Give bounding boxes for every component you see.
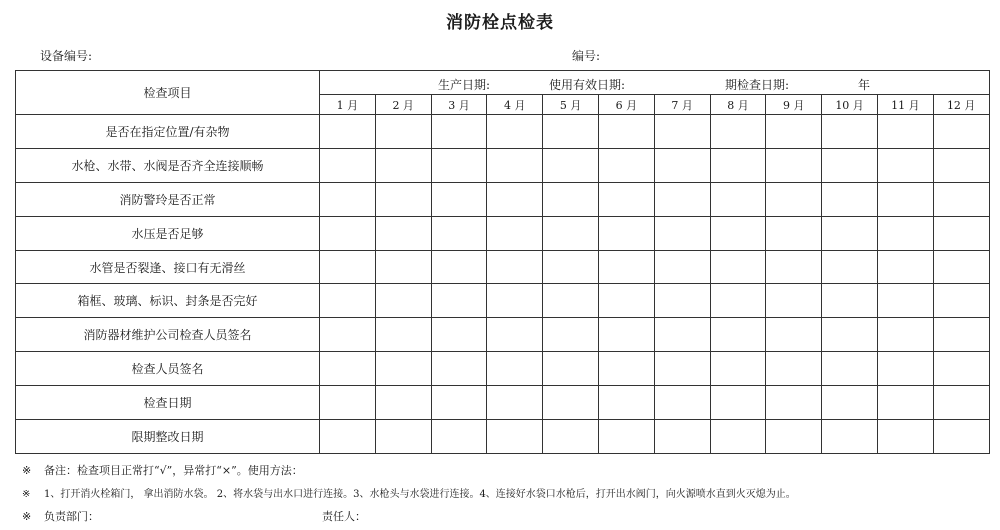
check-cell[interactable] [431,284,487,318]
check-cell[interactable] [877,216,933,250]
check-cell[interactable] [375,352,431,386]
check-cell[interactable] [543,115,599,149]
check-cell[interactable] [654,216,710,250]
check-cell[interactable] [320,352,376,386]
check-cell[interactable] [822,318,878,352]
check-cell[interactable] [431,250,487,284]
check-item-label: 箱框、玻璃、标识、封条是否完好 [16,284,320,318]
check-cell[interactable] [877,148,933,182]
check-cell[interactable] [487,284,543,318]
check-cell[interactable] [822,352,878,386]
check-cell[interactable] [933,148,989,182]
check-cell[interactable] [543,420,599,454]
device-number-label: 设备编号: [40,49,93,63]
month-header: 11 月 [877,95,933,115]
production-date-label: 生产日期: [438,78,491,92]
valid-date-label: 使用有效日期: [549,78,626,92]
check-cell[interactable] [933,420,989,454]
check-cell[interactable] [654,182,710,216]
month-header: 8 月 [710,95,766,115]
check-cell[interactable] [487,352,543,386]
check-cell[interactable] [933,250,989,284]
check-cell[interactable] [710,420,766,454]
check-cell[interactable] [933,182,989,216]
check-cell[interactable] [822,182,878,216]
table-row [16,148,990,182]
check-item-label: 消防器材维护公司检查人员签名 [16,318,320,352]
month-header: 1 月 [320,95,376,115]
check-cell[interactable] [710,182,766,216]
check-cell[interactable] [598,284,654,318]
check-cell[interactable] [654,284,710,318]
check-cell[interactable] [375,386,431,420]
check-cell[interactable] [375,318,431,352]
month-header: 6 月 [598,95,654,115]
note-mark: ※ [22,464,32,477]
check-cell[interactable] [375,216,431,250]
check-cell[interactable] [543,216,599,250]
check-cell[interactable] [710,148,766,182]
check-cell[interactable] [598,352,654,386]
check-cell[interactable] [654,352,710,386]
check-cell[interactable] [375,420,431,454]
check-cell[interactable] [877,182,933,216]
table-row [16,250,990,284]
check-cell[interactable] [543,386,599,420]
check-cell[interactable] [543,182,599,216]
table-row [16,115,990,149]
check-cell[interactable] [598,420,654,454]
check-cell[interactable] [822,115,878,149]
table-row [16,386,990,420]
check-cell[interactable] [766,386,822,420]
check-cell[interactable] [822,216,878,250]
department-note [22,508,99,524]
month-header: 3 月 [431,95,487,115]
check-cell[interactable] [710,352,766,386]
check-cell[interactable] [320,386,376,420]
check-cell[interactable] [487,318,543,352]
check-cell[interactable] [933,115,989,149]
table-row [16,216,990,250]
check-cell[interactable] [710,318,766,352]
check-cell[interactable] [431,115,487,149]
check-cell[interactable] [487,386,543,420]
check-cell[interactable] [654,115,710,149]
table-row [16,420,990,454]
check-cell[interactable] [933,352,989,386]
check-cell[interactable] [320,318,376,352]
note-mark: ※ [22,510,32,523]
check-item-label: 水管是否裂逢、接口有无滑丝 [16,250,320,284]
check-cell[interactable] [710,115,766,149]
page-title: 消防栓点检表 [446,13,554,33]
check-cell[interactable] [654,318,710,352]
check-cell[interactable] [487,420,543,454]
table-row [16,182,990,216]
check-cell[interactable] [933,386,989,420]
check-cell[interactable] [320,284,376,318]
check-cell[interactable] [877,284,933,318]
check-cell[interactable] [375,284,431,318]
month-header: 4 月 [487,95,543,115]
month-header: 9 月 [766,95,822,115]
check-cell[interactable] [654,250,710,284]
check-cell[interactable] [598,250,654,284]
check-cell[interactable] [933,284,989,318]
check-cell[interactable] [543,318,599,352]
month-header: 5 月 [543,95,599,115]
check-cell[interactable] [320,182,376,216]
check-cell[interactable] [877,250,933,284]
number-label: 编号: [572,49,601,63]
check-cell[interactable] [822,250,878,284]
check-cell[interactable] [877,352,933,386]
check-cell[interactable] [766,148,822,182]
usage-note [22,485,796,500]
check-cell[interactable] [375,148,431,182]
check-cell[interactable] [543,352,599,386]
check-cell[interactable] [487,182,543,216]
check-cell[interactable] [654,148,710,182]
table-row [16,284,990,318]
check-cell[interactable] [766,318,822,352]
month-header: 10 月 [822,95,878,115]
check-cell[interactable] [766,284,822,318]
check-cell[interactable] [766,352,822,386]
check-cell[interactable] [654,420,710,454]
check-cell[interactable] [431,182,487,216]
dates-header [320,71,990,95]
check-cell[interactable] [654,386,710,420]
check-cell[interactable] [710,386,766,420]
check-cell[interactable] [933,318,989,352]
check-cell[interactable] [822,386,878,420]
check-cell[interactable] [822,420,878,454]
check-cell[interactable] [487,250,543,284]
responsible-person-label: 责任人： [322,510,366,523]
check-cell[interactable] [598,182,654,216]
check-cell[interactable] [543,250,599,284]
inspection-table [15,70,990,454]
check-item-label: 检查人员签名 [16,352,320,386]
check-cell[interactable] [598,386,654,420]
check-cell[interactable] [487,216,543,250]
inspection-date-label: 期检查日期: [725,78,790,92]
department-label: 负责部门： [44,510,99,523]
month-header: 12 月 [933,95,989,115]
check-cell[interactable] [320,420,376,454]
check-item-label: 检查日期 [16,386,320,420]
remark-note [22,462,303,478]
check-cell[interactable] [320,250,376,284]
check-cell[interactable] [710,250,766,284]
check-cell[interactable] [822,148,878,182]
check-cell[interactable] [431,216,487,250]
usage-text: 1、打开消火栓箱门， 拿出消防水袋。 2、将水袋与出水口进行连接。3、水枪头与水袋进行连接。4、连接好水袋口水枪后，打开出水阀门，向火源喷水直到火灭熄为止。 [44,489,796,500]
item-column-header: 检查项目 [16,71,320,115]
check-item-label: 水枪、水带、水阀是否齐全连接顺畅 [16,148,320,182]
check-cell[interactable] [598,115,654,149]
note-mark: ※ [22,489,31,500]
check-cell[interactable] [375,182,431,216]
check-item-label: 是否在指定位置/有杂物 [16,115,320,149]
check-cell[interactable] [933,216,989,250]
month-header: 2 月 [375,95,431,115]
check-cell[interactable] [431,148,487,182]
check-cell[interactable] [710,216,766,250]
check-cell[interactable] [431,352,487,386]
month-header: 7 月 [654,95,710,115]
check-cell[interactable] [877,115,933,149]
check-cell[interactable] [766,420,822,454]
check-cell[interactable] [877,420,933,454]
check-cell[interactable] [766,216,822,250]
check-cell[interactable] [320,115,376,149]
check-cell[interactable] [598,216,654,250]
check-cell[interactable] [487,115,543,149]
table-row [16,318,990,352]
check-cell[interactable] [431,386,487,420]
year-label: 年 [858,78,871,92]
check-item-label: 限期整改日期 [16,420,320,454]
check-cell[interactable] [822,284,878,318]
check-cell[interactable] [320,148,376,182]
check-cell[interactable] [710,284,766,318]
check-cell[interactable] [487,148,543,182]
check-cell[interactable] [375,250,431,284]
check-cell[interactable] [543,284,599,318]
check-cell[interactable] [766,115,822,149]
check-cell[interactable] [375,115,431,149]
item-rows [16,115,990,454]
check-cell[interactable] [598,148,654,182]
table-row [16,352,990,386]
check-cell[interactable] [877,386,933,420]
check-cell[interactable] [431,420,487,454]
check-item-label: 消防警玲是否正常 [16,182,320,216]
check-cell[interactable] [320,216,376,250]
check-item-label: 水压是否足够 [16,216,320,250]
check-cell[interactable] [877,318,933,352]
check-cell[interactable] [766,250,822,284]
check-cell[interactable] [598,318,654,352]
remark-text: 备注：检查项目正常打“√”，异常打“×”。使用方法： [44,464,303,477]
check-cell[interactable] [431,318,487,352]
check-cell[interactable] [766,182,822,216]
check-cell[interactable] [543,148,599,182]
